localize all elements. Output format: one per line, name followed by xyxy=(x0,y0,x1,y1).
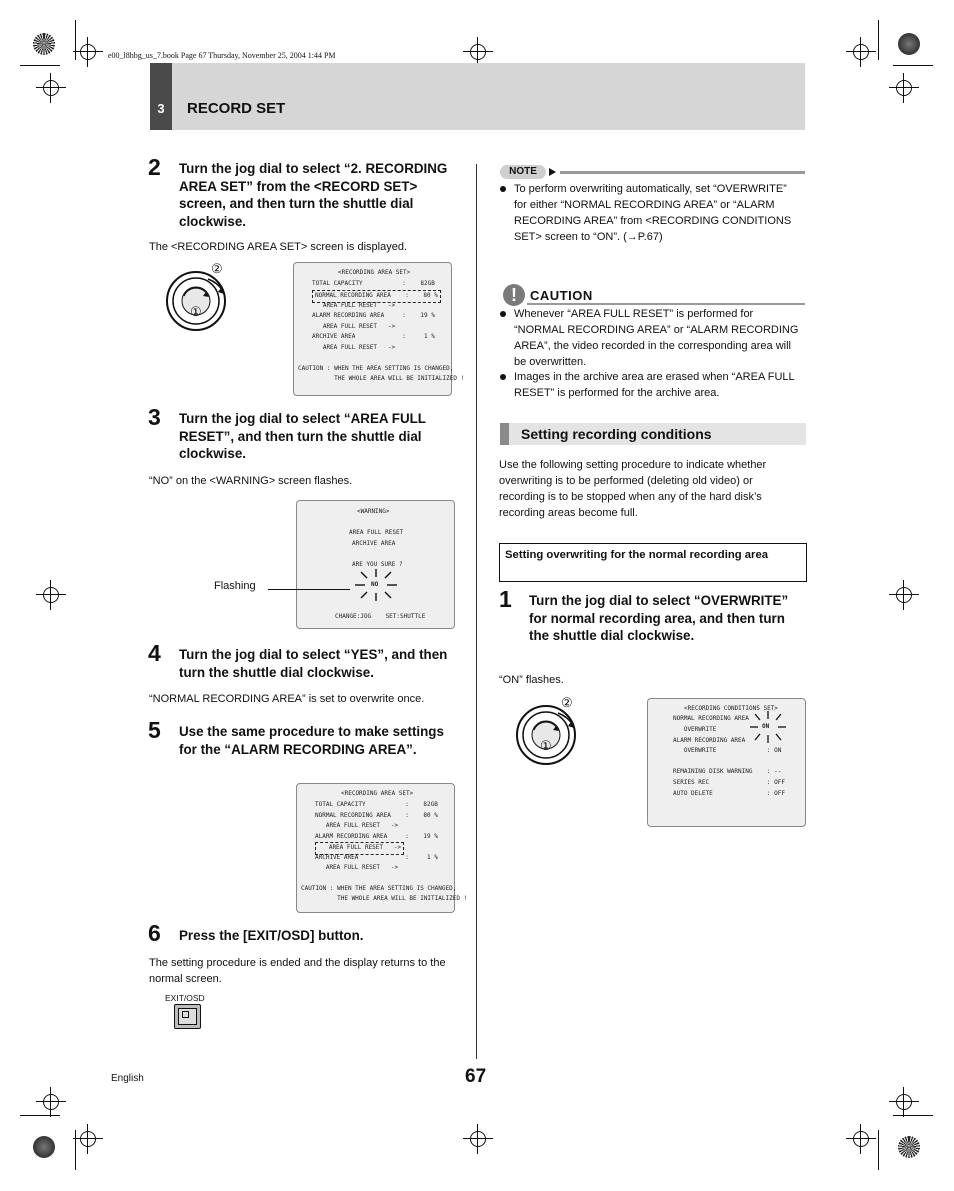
screen-line: AREA FULL RESET -> xyxy=(315,864,399,871)
jog-shuttle-dial xyxy=(513,697,583,767)
bullet-icon xyxy=(500,311,506,317)
step-number: 6 xyxy=(148,920,161,946)
screen-title: <RECORDING CONDITIONS SET> xyxy=(684,705,778,712)
step-description: The <RECORDING AREA SET> screen is displayed. xyxy=(149,241,407,253)
section-header-bar xyxy=(150,63,805,130)
registration-ball xyxy=(33,1136,55,1158)
caution-exclamation-icon: ! xyxy=(503,284,525,306)
registration-mark xyxy=(853,1131,869,1147)
flashing-option: NO xyxy=(371,581,379,588)
step-number: 2 xyxy=(148,154,161,180)
registration-mark xyxy=(470,44,486,60)
screen-line: AREA FULL RESET -> xyxy=(312,323,396,330)
screen-line: SERIES REC : OFF xyxy=(673,779,785,786)
caution-title: CAUTION xyxy=(530,288,593,303)
screen-line: TOTAL CAPACITY : 82GB xyxy=(312,280,435,287)
footer-language: English xyxy=(111,1073,144,1084)
registration-mark xyxy=(470,1131,486,1147)
note-badge: NOTE xyxy=(500,165,546,179)
note-arrow-icon xyxy=(549,168,556,176)
button-face xyxy=(178,1008,197,1025)
registration-ball xyxy=(898,33,920,55)
bullet-icon xyxy=(500,374,506,380)
osd-screen-recording-area-set xyxy=(296,783,468,913)
jog-shuttle-dial xyxy=(163,263,233,333)
crop-mark xyxy=(893,65,933,66)
step-instruction: Press the [EXIT/OSD] button. xyxy=(179,928,364,943)
crop-mark xyxy=(893,1115,933,1116)
step-description: “ON” flashes. xyxy=(499,674,564,686)
dial-label-shuttle: ② xyxy=(211,261,223,276)
bullet-icon xyxy=(500,186,506,192)
crop-mark xyxy=(20,1115,60,1116)
crop-mark xyxy=(878,20,879,60)
step-description: “NO” on the <WARNING> screen flashes. xyxy=(149,475,353,487)
screen-line: OVERWRITE xyxy=(673,726,717,733)
registration-mark xyxy=(43,80,59,96)
step-number: 4 xyxy=(148,640,161,666)
step-instruction: Use the same procedure to make settings for the “ALARM RECORDING AREA”. xyxy=(179,724,444,757)
registration-mark xyxy=(896,587,912,603)
screen-line: NORMAL RECORDING AREA : 80 % xyxy=(315,812,438,819)
crop-mark xyxy=(75,1130,76,1170)
crop-mark xyxy=(878,1130,879,1170)
screen-line: NORMAL RECORDING AREA xyxy=(673,715,749,722)
callout-label: Flashing xyxy=(214,580,256,592)
note-rule xyxy=(560,171,805,174)
dial-label-jog: ① xyxy=(540,738,552,753)
screen-line: TOTAL CAPACITY : 82GB xyxy=(315,801,438,808)
boxed-heading xyxy=(499,543,807,582)
registration-mark xyxy=(80,44,96,60)
callout-line xyxy=(268,589,350,590)
step-instruction: Turn the jog dial to select “OVERWRITE” for normal recording area, and then turn the shuttle dial clockwise. xyxy=(529,593,789,643)
step-number: 3 xyxy=(148,404,161,430)
step-description: The setting procedure is ended and the display returns to the normal screen. xyxy=(149,957,446,985)
screen-line: AREA FULL RESET -> xyxy=(315,822,399,829)
screen-line: ALARM RECORDING AREA xyxy=(673,737,746,744)
registration-mark xyxy=(896,80,912,96)
osd-screen-recording-area-set xyxy=(293,262,465,396)
exit-osd-label: EXIT/OSD xyxy=(165,993,205,1003)
screen-caution: CAUTION : WHEN THE AREA SETTING IS CHANGED, xyxy=(298,365,454,372)
screen-title: <RECORDING AREA SET> xyxy=(338,269,411,276)
screen-caution: CAUTION : WHEN THE AREA SETTING IS CHANGED, xyxy=(301,885,457,892)
boxed-heading-text: Setting overwriting for the normal recording area xyxy=(505,549,769,561)
step-instruction: Turn the jog dial to select “2. RECORDING AREA SET” from the <RECORD SET> screen, and then turn the shuttle dial clockwise. xyxy=(179,161,448,229)
crop-mark xyxy=(20,65,60,66)
section-title: RECORD SET xyxy=(187,100,286,117)
exit-osd-button[interactable] xyxy=(174,1004,201,1029)
step-instruction: Turn the jog dial to select “AREA FULL RESET”, and then turn the shuttle dial clockwise. xyxy=(179,411,426,461)
subsection-intro: Use the following setting procedure to indicate whether overwriting is to be performed (deleting old video) or recording is to be stopped when any of the hard disk’s recording areas become full. xyxy=(499,459,767,519)
screen-line: ARE YOU SURE ? xyxy=(352,561,403,568)
screen-title: <WARNING> xyxy=(357,508,390,515)
registration-mark xyxy=(80,1131,96,1147)
screen-line: AREA FULL RESET -> xyxy=(312,344,396,351)
caution-bullet xyxy=(514,306,799,370)
osd-screen-recording-conditions-set xyxy=(647,698,806,827)
screen-line: ALARM RECORDING AREA : 19 % xyxy=(315,833,438,840)
screen-caution: THE WHOLE AREA WILL BE INITIALIZED ! xyxy=(301,895,468,902)
step-number: 1 xyxy=(499,586,512,612)
screen-line-selected: AREA FULL RESET -> xyxy=(315,842,404,855)
screen-caution: THE WHOLE AREA WILL BE INITIALIZED ! xyxy=(298,375,465,382)
caution-text: Whenever “AREA FULL RESET” is performed for “NORMAL RECORDING AREA” or “ALARM RECORDING AREA”, the video recorded in the corresponding area will be overwritten. xyxy=(514,308,799,368)
file-header: e00_l8hbg_us_7.book Page 67 Thursday, November 25, 2004 1:44 PM xyxy=(108,51,336,60)
note-text: To perform overwriting automatically, set “OVERWRITE” for either “NORMAL RECORDING AREA” or “ALARM RECORDING AREA” from <RECORDING CONDITIONS SET> screen to “ON”. (→P.67) xyxy=(514,183,792,243)
screen-line: ARCHIVE AREA : 1 % xyxy=(312,333,435,340)
step-number: 5 xyxy=(148,717,161,743)
screen-line: ARCHIVE AREA xyxy=(352,540,396,547)
column-divider xyxy=(476,164,477,1059)
screen-footer: CHANGE:JOG SET:SHUTTLE xyxy=(335,613,426,620)
screen-line: ARCHIVE AREA : 1 % xyxy=(315,854,438,861)
registration-ball xyxy=(33,33,55,55)
screen-title: <RECORDING AREA SET> xyxy=(341,790,414,797)
caution-rule xyxy=(527,303,805,305)
crop-mark xyxy=(75,20,76,60)
screen-line: AREA FULL RESET xyxy=(349,529,404,536)
registration-mark xyxy=(896,1094,912,1110)
section-number: 3 xyxy=(157,101,165,116)
registration-mark xyxy=(43,1094,59,1110)
caution-text: Images in the archive area are erased when “AREA FULL RESET” is performed for the archive area. xyxy=(514,371,795,399)
step-description: “NORMAL RECORDING AREA” is set to overwrite once. xyxy=(149,693,425,705)
step-instruction: Turn the jog dial to select “YES”, and then turn the shuttle dial clockwise. xyxy=(179,647,448,680)
button-indicator-icon xyxy=(182,1011,189,1018)
osd-screen-warning xyxy=(296,500,455,629)
registration-mark xyxy=(43,587,59,603)
screen-line: ALARM RECORDING AREA : 19 % xyxy=(312,312,435,319)
screen-line: AUTO DELETE : OFF xyxy=(673,790,785,797)
screen-line: AREA FULL RESET -> xyxy=(312,302,396,309)
subheading: Setting recording conditions xyxy=(521,426,712,442)
screen-line: REMAINING DISK WARNING : -- xyxy=(673,768,782,775)
caution-bullet xyxy=(514,369,799,401)
screen-line: OVERWRITE : ON xyxy=(673,747,782,754)
registration-mark xyxy=(853,44,869,60)
note-bullet xyxy=(514,181,799,245)
screen-line-selected: NORMAL RECORDING AREA : 80 % xyxy=(312,290,441,303)
flashing-option: ON xyxy=(762,723,770,730)
registration-ball xyxy=(898,1136,920,1158)
subheading-accent xyxy=(500,423,509,445)
section-number-tab xyxy=(150,63,172,130)
dial-label-shuttle: ② xyxy=(561,695,573,710)
page-number: 67 xyxy=(465,1066,487,1087)
dial-label-jog: ① xyxy=(190,304,202,319)
